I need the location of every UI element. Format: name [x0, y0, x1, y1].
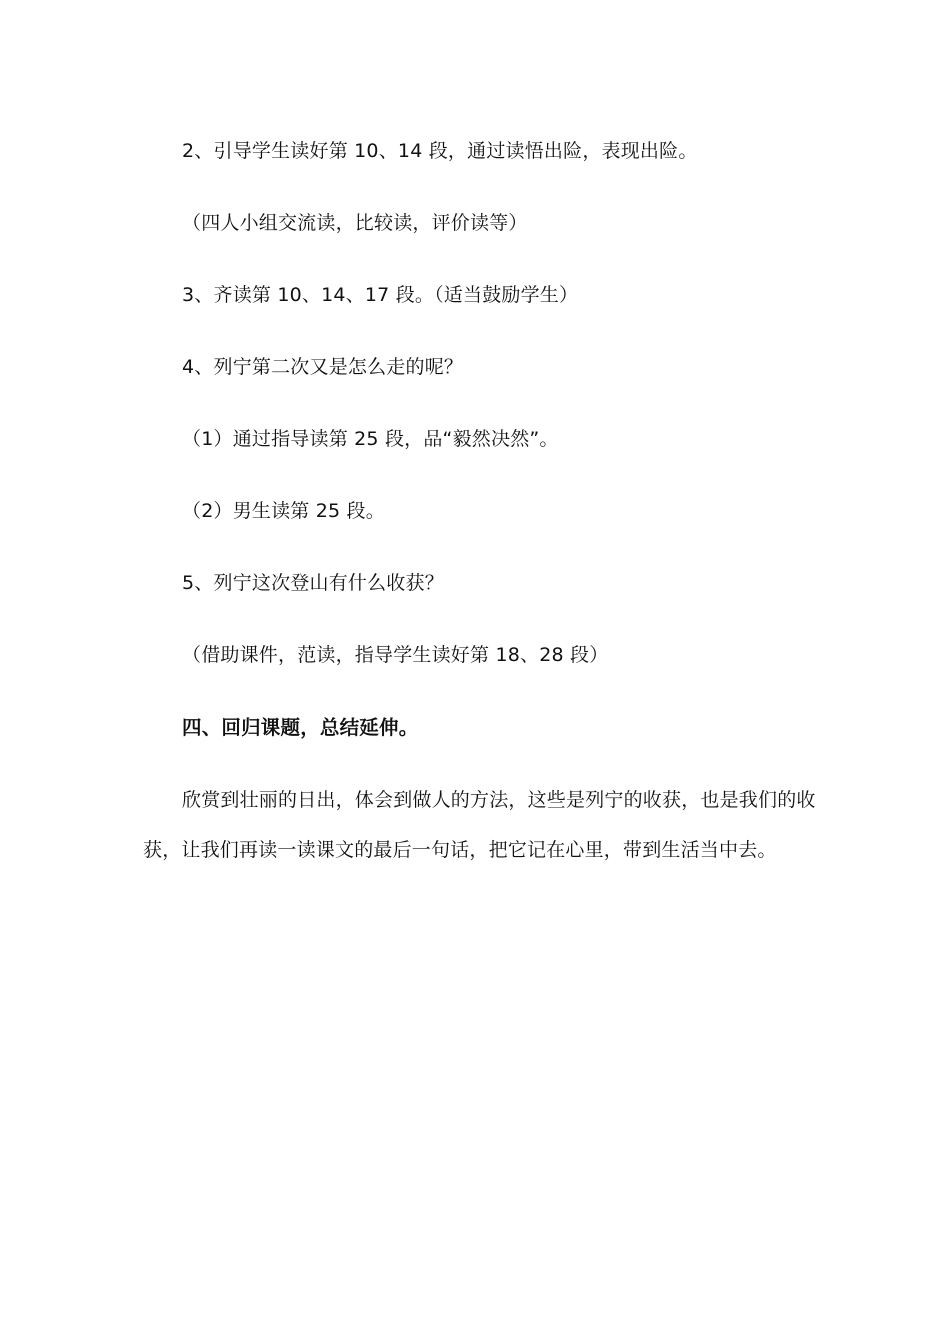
step-4-sub-2: （2）男生读第 25 段。 — [182, 500, 385, 522]
section-heading: 四、回归课题，总结延伸。 — [182, 716, 419, 739]
step-3-text: 3、齐读第 10、14、17 段。（适当鼓励学生） — [182, 284, 579, 306]
step-5-note: （借助课件，范读，指导学生读好第 18、28 段） — [182, 644, 609, 666]
step-2-note: （四人小组交流读，比较读，评价读等） — [182, 212, 528, 234]
paragraph-line-1: 欣赏到壮丽的日出，体会到做人的方法，这些是列宁的收获，也是我们的收 — [182, 789, 816, 811]
step-2-text: 2、引导学生读好第 10、14 段，通过读悟出险，表现出险。 — [182, 140, 698, 162]
step-4-sub-1: （1）通过指导读第 25 段，品“毅然决然”。 — [182, 428, 559, 450]
step-5-question: 5、列宁这次登山有什么收获？ — [182, 572, 444, 594]
paragraph-line-2: 获，让我们再读一读课文的最后一句话，把它记在心里，带到生活当中去。 — [143, 839, 777, 861]
step-4-question: 4、列宁第二次又是怎么走的呢？ — [182, 356, 464, 378]
